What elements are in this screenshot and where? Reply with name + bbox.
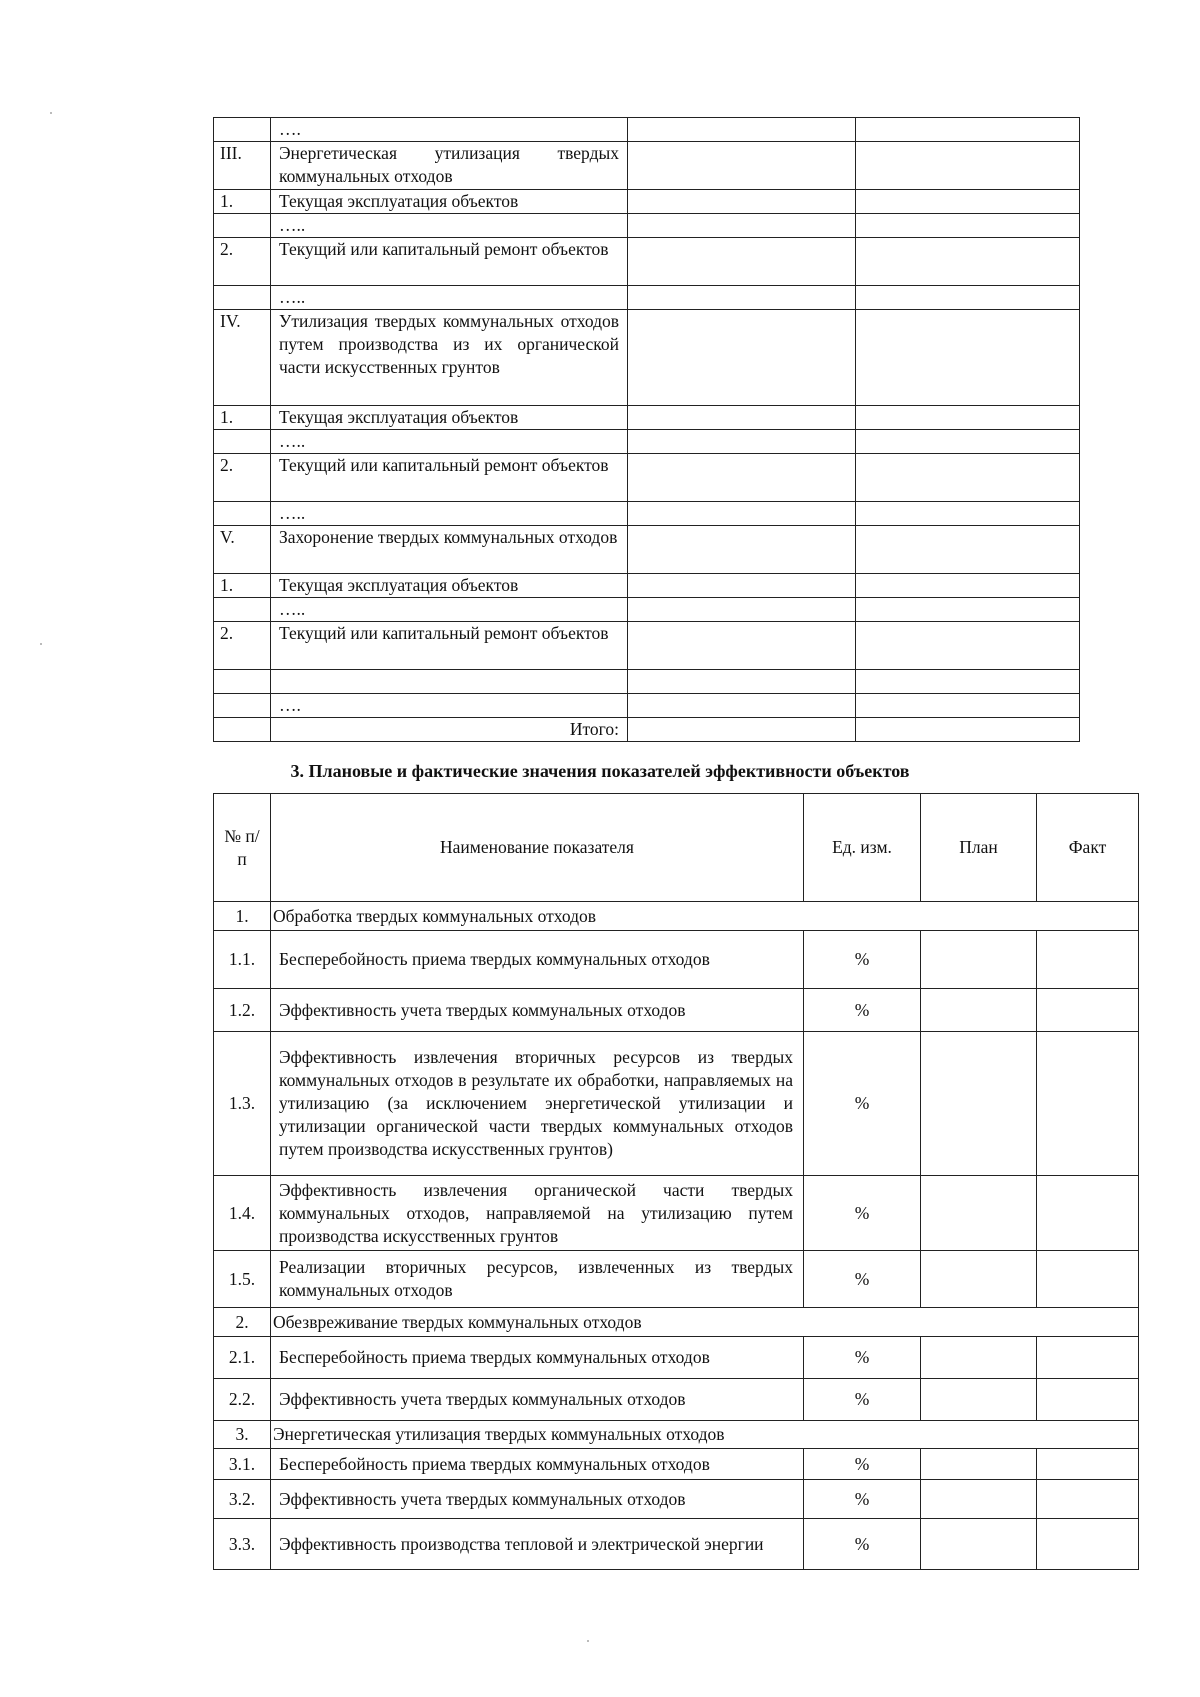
row-number (214, 214, 271, 238)
row-name: Текущий или капитальный ремонт объектов (271, 238, 628, 286)
row-value (628, 214, 856, 238)
table-row (214, 1032, 1139, 1176)
row-value (856, 502, 1080, 526)
row-name: Текущая эксплуатация объектов (271, 190, 628, 214)
row-unit: % (804, 989, 921, 1032)
table-row (214, 1480, 1139, 1519)
row-number: 1.4. (214, 1176, 271, 1251)
row-name: Утилизация твердых коммунальных отходов путем производства из их органической части искусственных грунтов (271, 310, 628, 406)
row-name: ….. (271, 502, 628, 526)
section-number: 3. (214, 1421, 271, 1449)
row-value (628, 286, 856, 310)
row-fact (1037, 1176, 1139, 1251)
row-name: …. (271, 694, 628, 718)
row-value (856, 526, 1080, 574)
row-number: 1.5. (214, 1251, 271, 1308)
row-unit: % (804, 1449, 921, 1480)
row-number: 3.1. (214, 1449, 271, 1480)
row-name: Эффективность извлечения органической части твердых коммунальных отходов, направляемой на утилизацию путем производства искусственных грунтов (271, 1176, 804, 1251)
table-row (214, 118, 1080, 142)
row-value (628, 238, 856, 286)
row-value (628, 694, 856, 718)
section-title: Обезвреживание твердых коммунальных отходов (271, 1308, 1139, 1337)
row-value (628, 670, 856, 694)
total-row-number (214, 718, 271, 742)
row-name: Захоронение твердых коммунальных отходов (271, 526, 628, 574)
row-unit: % (804, 1032, 921, 1176)
row-name: Бесперебойность приема твердых коммунальных отходов (271, 1337, 804, 1379)
table-row (214, 694, 1080, 718)
row-name: ….. (271, 430, 628, 454)
row-plan (921, 1519, 1037, 1570)
table-row (214, 526, 1080, 574)
row-plan (921, 1449, 1037, 1480)
row-value (856, 310, 1080, 406)
row-number (214, 430, 271, 454)
total-row (214, 718, 1080, 742)
row-value (856, 142, 1080, 190)
row-number: 2.2. (214, 1379, 271, 1421)
section-row (214, 902, 1139, 931)
table-row (214, 598, 1080, 622)
row-value (628, 142, 856, 190)
row-name: Эффективность учета твердых коммунальных отходов (271, 989, 804, 1032)
row-unit: % (804, 1251, 921, 1308)
row-plan (921, 1251, 1037, 1308)
section-3-heading: 3. Плановые и фактические значения показателей эффективности объектов (290, 761, 910, 781)
table-row (214, 286, 1080, 310)
row-name: ….. (271, 286, 628, 310)
row-value (856, 574, 1080, 598)
row-value (856, 238, 1080, 286)
table-row (214, 1337, 1139, 1379)
row-fact (1037, 1251, 1139, 1308)
table-row (214, 989, 1139, 1032)
row-number: 1.3. (214, 1032, 271, 1176)
row-value (856, 430, 1080, 454)
row-fact (1037, 931, 1139, 989)
total-label: Итого: (271, 718, 628, 742)
row-number: 1. (214, 406, 271, 430)
row-number (214, 502, 271, 526)
section-title: Энергетическая утилизация твердых коммунальных отходов (271, 1421, 1139, 1449)
row-fact (1037, 989, 1139, 1032)
row-value (856, 190, 1080, 214)
row-fact (1037, 1480, 1139, 1519)
row-unit: % (804, 1176, 921, 1251)
row-value (856, 286, 1080, 310)
row-value (856, 694, 1080, 718)
row-number: 2.1. (214, 1337, 271, 1379)
row-number: 1.2. (214, 989, 271, 1032)
row-name: Эффективность извлечения вторичных ресурсов из твердых коммунальных отходов в результате их обработки, направляемых на утилизацию (за исключением энергетической утилизации и утилизации органической части твердых коммунальных отходов путем производства искусственных грунтов) (271, 1032, 804, 1176)
row-value (628, 526, 856, 574)
row-value (856, 598, 1080, 622)
row-number: 2. (214, 238, 271, 286)
scan-speck (587, 1640, 589, 1642)
table-row (214, 1176, 1139, 1251)
row-value (628, 622, 856, 670)
row-plan (921, 1480, 1037, 1519)
efficiency-indicators-table (213, 793, 1139, 1570)
row-value (856, 454, 1080, 502)
table-row (214, 502, 1080, 526)
section-title: Обработка твердых коммунальных отходов (271, 902, 1139, 931)
row-name: Бесперебойность приема твердых коммунальных отходов (271, 1449, 804, 1480)
row-value (856, 214, 1080, 238)
row-fact (1037, 1337, 1139, 1379)
table-row (214, 142, 1080, 190)
section-number: 1. (214, 902, 271, 931)
table-row (214, 214, 1080, 238)
row-number: 3.2. (214, 1480, 271, 1519)
header-name: Наименование показателя (271, 794, 804, 902)
row-value (628, 598, 856, 622)
table-row (214, 622, 1080, 670)
row-unit: % (804, 1379, 921, 1421)
row-plan (921, 989, 1037, 1032)
row-value (856, 118, 1080, 142)
row-number: 1. (214, 190, 271, 214)
row-value (628, 310, 856, 406)
row-plan (921, 1032, 1037, 1176)
scan-speck (50, 112, 52, 114)
row-name: Эффективность производства тепловой и электрической энергии (271, 1519, 804, 1570)
row-unit: % (804, 1519, 921, 1570)
header-fact: Факт (1037, 794, 1139, 902)
row-plan (921, 1379, 1037, 1421)
row-name: Текущая эксплуатация объектов (271, 574, 628, 598)
row-name: ….. (271, 214, 628, 238)
row-name: …. (271, 118, 628, 142)
table-row (214, 931, 1139, 989)
section-number: 2. (214, 1308, 271, 1337)
row-name: Энергетическая утилизация твердых коммунальных отходов (271, 142, 628, 190)
row-number (214, 598, 271, 622)
table-row (214, 454, 1080, 502)
row-fact (1037, 1032, 1139, 1176)
header-number: № п/п (214, 794, 271, 902)
row-plan (921, 1337, 1037, 1379)
costs-table-continuation (213, 117, 1080, 742)
table-row (214, 1449, 1139, 1480)
row-value (856, 406, 1080, 430)
row-number: 2. (214, 622, 271, 670)
row-name: ….. (271, 598, 628, 622)
table-row (214, 574, 1080, 598)
row-number: 3.3. (214, 1519, 271, 1570)
row-fact (1037, 1519, 1139, 1570)
row-value (628, 118, 856, 142)
scan-speck (40, 643, 42, 645)
row-number (214, 670, 271, 694)
row-unit: % (804, 1480, 921, 1519)
table-row (214, 670, 1080, 694)
header-plan: План (921, 794, 1037, 902)
row-value (628, 574, 856, 598)
table-row (214, 430, 1080, 454)
row-name (271, 670, 628, 694)
row-name: Бесперебойность приема твердых коммунальных отходов (271, 931, 804, 989)
row-number: 1.1. (214, 931, 271, 989)
row-value (628, 190, 856, 214)
row-fact (1037, 1449, 1139, 1480)
row-fact (1037, 1379, 1139, 1421)
table-row (214, 406, 1080, 430)
row-name: Текущий или капитальный ремонт объектов (271, 622, 628, 670)
section-row (214, 1421, 1139, 1449)
table-row (214, 310, 1080, 406)
row-name: Эффективность учета твердых коммунальных отходов (271, 1480, 804, 1519)
table-row (214, 1519, 1139, 1570)
row-value (628, 454, 856, 502)
row-plan (921, 1176, 1037, 1251)
row-number (214, 286, 271, 310)
total-value (856, 718, 1080, 742)
row-plan (921, 931, 1037, 989)
row-number: V. (214, 526, 271, 574)
row-value (856, 622, 1080, 670)
table-row (214, 1379, 1139, 1421)
row-value (628, 502, 856, 526)
row-value (628, 406, 856, 430)
row-unit: % (804, 931, 921, 989)
table-header-row (214, 794, 1139, 902)
row-name: Эффективность учета твердых коммунальных отходов (271, 1379, 804, 1421)
table-row (214, 1251, 1139, 1308)
row-number: 2. (214, 454, 271, 502)
row-number: III. (214, 142, 271, 190)
row-number: 1. (214, 574, 271, 598)
row-name: Текущая эксплуатация объектов (271, 406, 628, 430)
table-row (214, 190, 1080, 214)
row-name: Текущий или капитальный ремонт объектов (271, 454, 628, 502)
table-row (214, 238, 1080, 286)
row-number (214, 694, 271, 718)
row-name: Реализации вторичных ресурсов, извлеченных из твердых коммунальных отходов (271, 1251, 804, 1308)
total-value (628, 718, 856, 742)
row-value (628, 430, 856, 454)
header-unit: Ед. изм. (804, 794, 921, 902)
row-value (856, 670, 1080, 694)
row-number (214, 118, 271, 142)
section-row (214, 1308, 1139, 1337)
row-number: IV. (214, 310, 271, 406)
row-unit: % (804, 1337, 921, 1379)
